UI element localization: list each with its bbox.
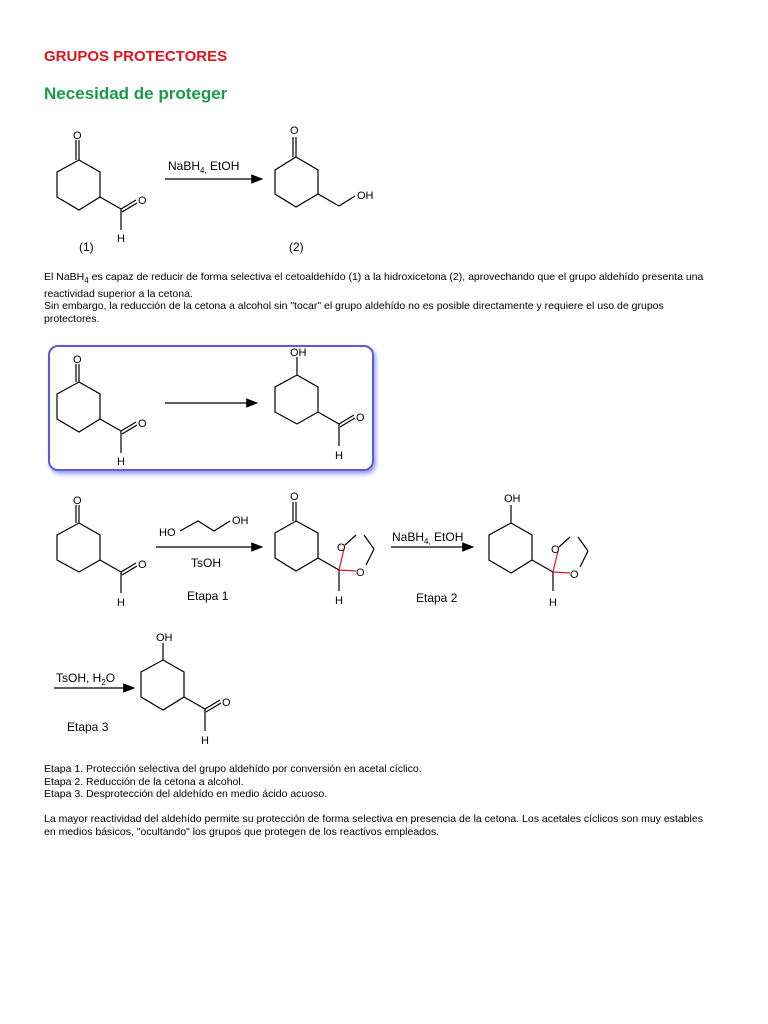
step-summary-3: Etapa 3. Desprotección del aldehído en medio ácido acuoso.	[44, 788, 328, 800]
reagent-nabh4: NaBH$_{4,}$ EtOH	[392, 530, 464, 546]
atom-o: O	[570, 569, 579, 581]
step-summary-1: Etapa 1. Protección selectiva del grupo aldehído por conversión en acetal cíclico.	[44, 763, 422, 775]
atom-o: O	[356, 567, 365, 579]
atom-o: O	[138, 559, 147, 571]
atom-h: H	[335, 595, 343, 607]
hydroxyketone-molecule-2	[275, 137, 355, 207]
atom-h: H	[117, 456, 125, 468]
atom-o: O	[138, 418, 147, 430]
step-summary-2: Etapa 2. Reducción de la cetona a alcohol.	[44, 775, 244, 788]
atom-o: O	[337, 542, 346, 554]
atom-o: O	[222, 697, 231, 709]
reagent-tsoh: TsOH	[191, 556, 221, 570]
atom-ho: HO	[159, 527, 176, 539]
paragraph-intro: El NaBH$_4$ es capaz de reducir de forma selectiva el cetoaldehído (1) a la hidroxicetona (2), aprovechando que el grupo aldehído presenta una reactividad superior a la cetona. Sin embargo, la reducción de la cetona a alcohol sin "tocar" el grupo aldehído no es posible directamente y requiere el uso de grupos protectores.	[44, 271, 704, 325]
atom-o: O	[290, 125, 299, 137]
steps-summary	[44, 763, 734, 801]
reagent-tsoh-h2o: TsOH, $H_2O$	[56, 671, 116, 687]
compound-label-1: (1)	[79, 240, 94, 254]
page-title: GRUPOS PROTECTORES	[44, 48, 228, 65]
step-1-label: Etapa 1	[187, 589, 229, 603]
atom-o: O	[290, 491, 299, 503]
atom-oh: OH	[357, 190, 374, 202]
protection-sequence-diagram	[0, 485, 768, 755]
atom-o: O	[356, 412, 365, 424]
atom-o: O	[73, 495, 82, 507]
atom-h: H	[201, 735, 209, 747]
compound-label-2: (2)	[289, 240, 304, 254]
atom-o: O	[138, 195, 147, 207]
step-2-label: Etapa 2	[416, 591, 458, 605]
atom-oh: OH	[504, 493, 521, 505]
section-title: Necesidad de proteger	[44, 84, 228, 103]
atom-oh: OH	[232, 515, 249, 527]
atom-oh: OH	[290, 347, 307, 359]
atom-o: O	[73, 130, 82, 142]
atom-o: O	[551, 544, 560, 556]
atom-oh: OH	[156, 632, 173, 644]
ketoaldehyde-molecule-1	[57, 140, 137, 230]
desired-reaction-diagram	[0, 340, 400, 480]
atom-h: H	[117, 233, 125, 245]
atom-h: H	[549, 597, 557, 609]
paragraph-conclusion: La mayor reactividad del aldehído permite su protección de forma selectiva en presencia de la cetona. Los acetales cíclicos son muy estables en medios básicos, "ocultando" los grupos que protegen de los reactivos empleados.	[44, 813, 703, 838]
step-3-label: Etapa 3	[67, 720, 109, 734]
reaction-1-diagram	[0, 120, 768, 260]
reagent-nabh4: NaBH$_{4,}$ EtOH	[168, 159, 240, 175]
atom-h: H	[117, 597, 125, 609]
atom-h: H	[335, 450, 343, 462]
atom-o: O	[73, 354, 82, 366]
